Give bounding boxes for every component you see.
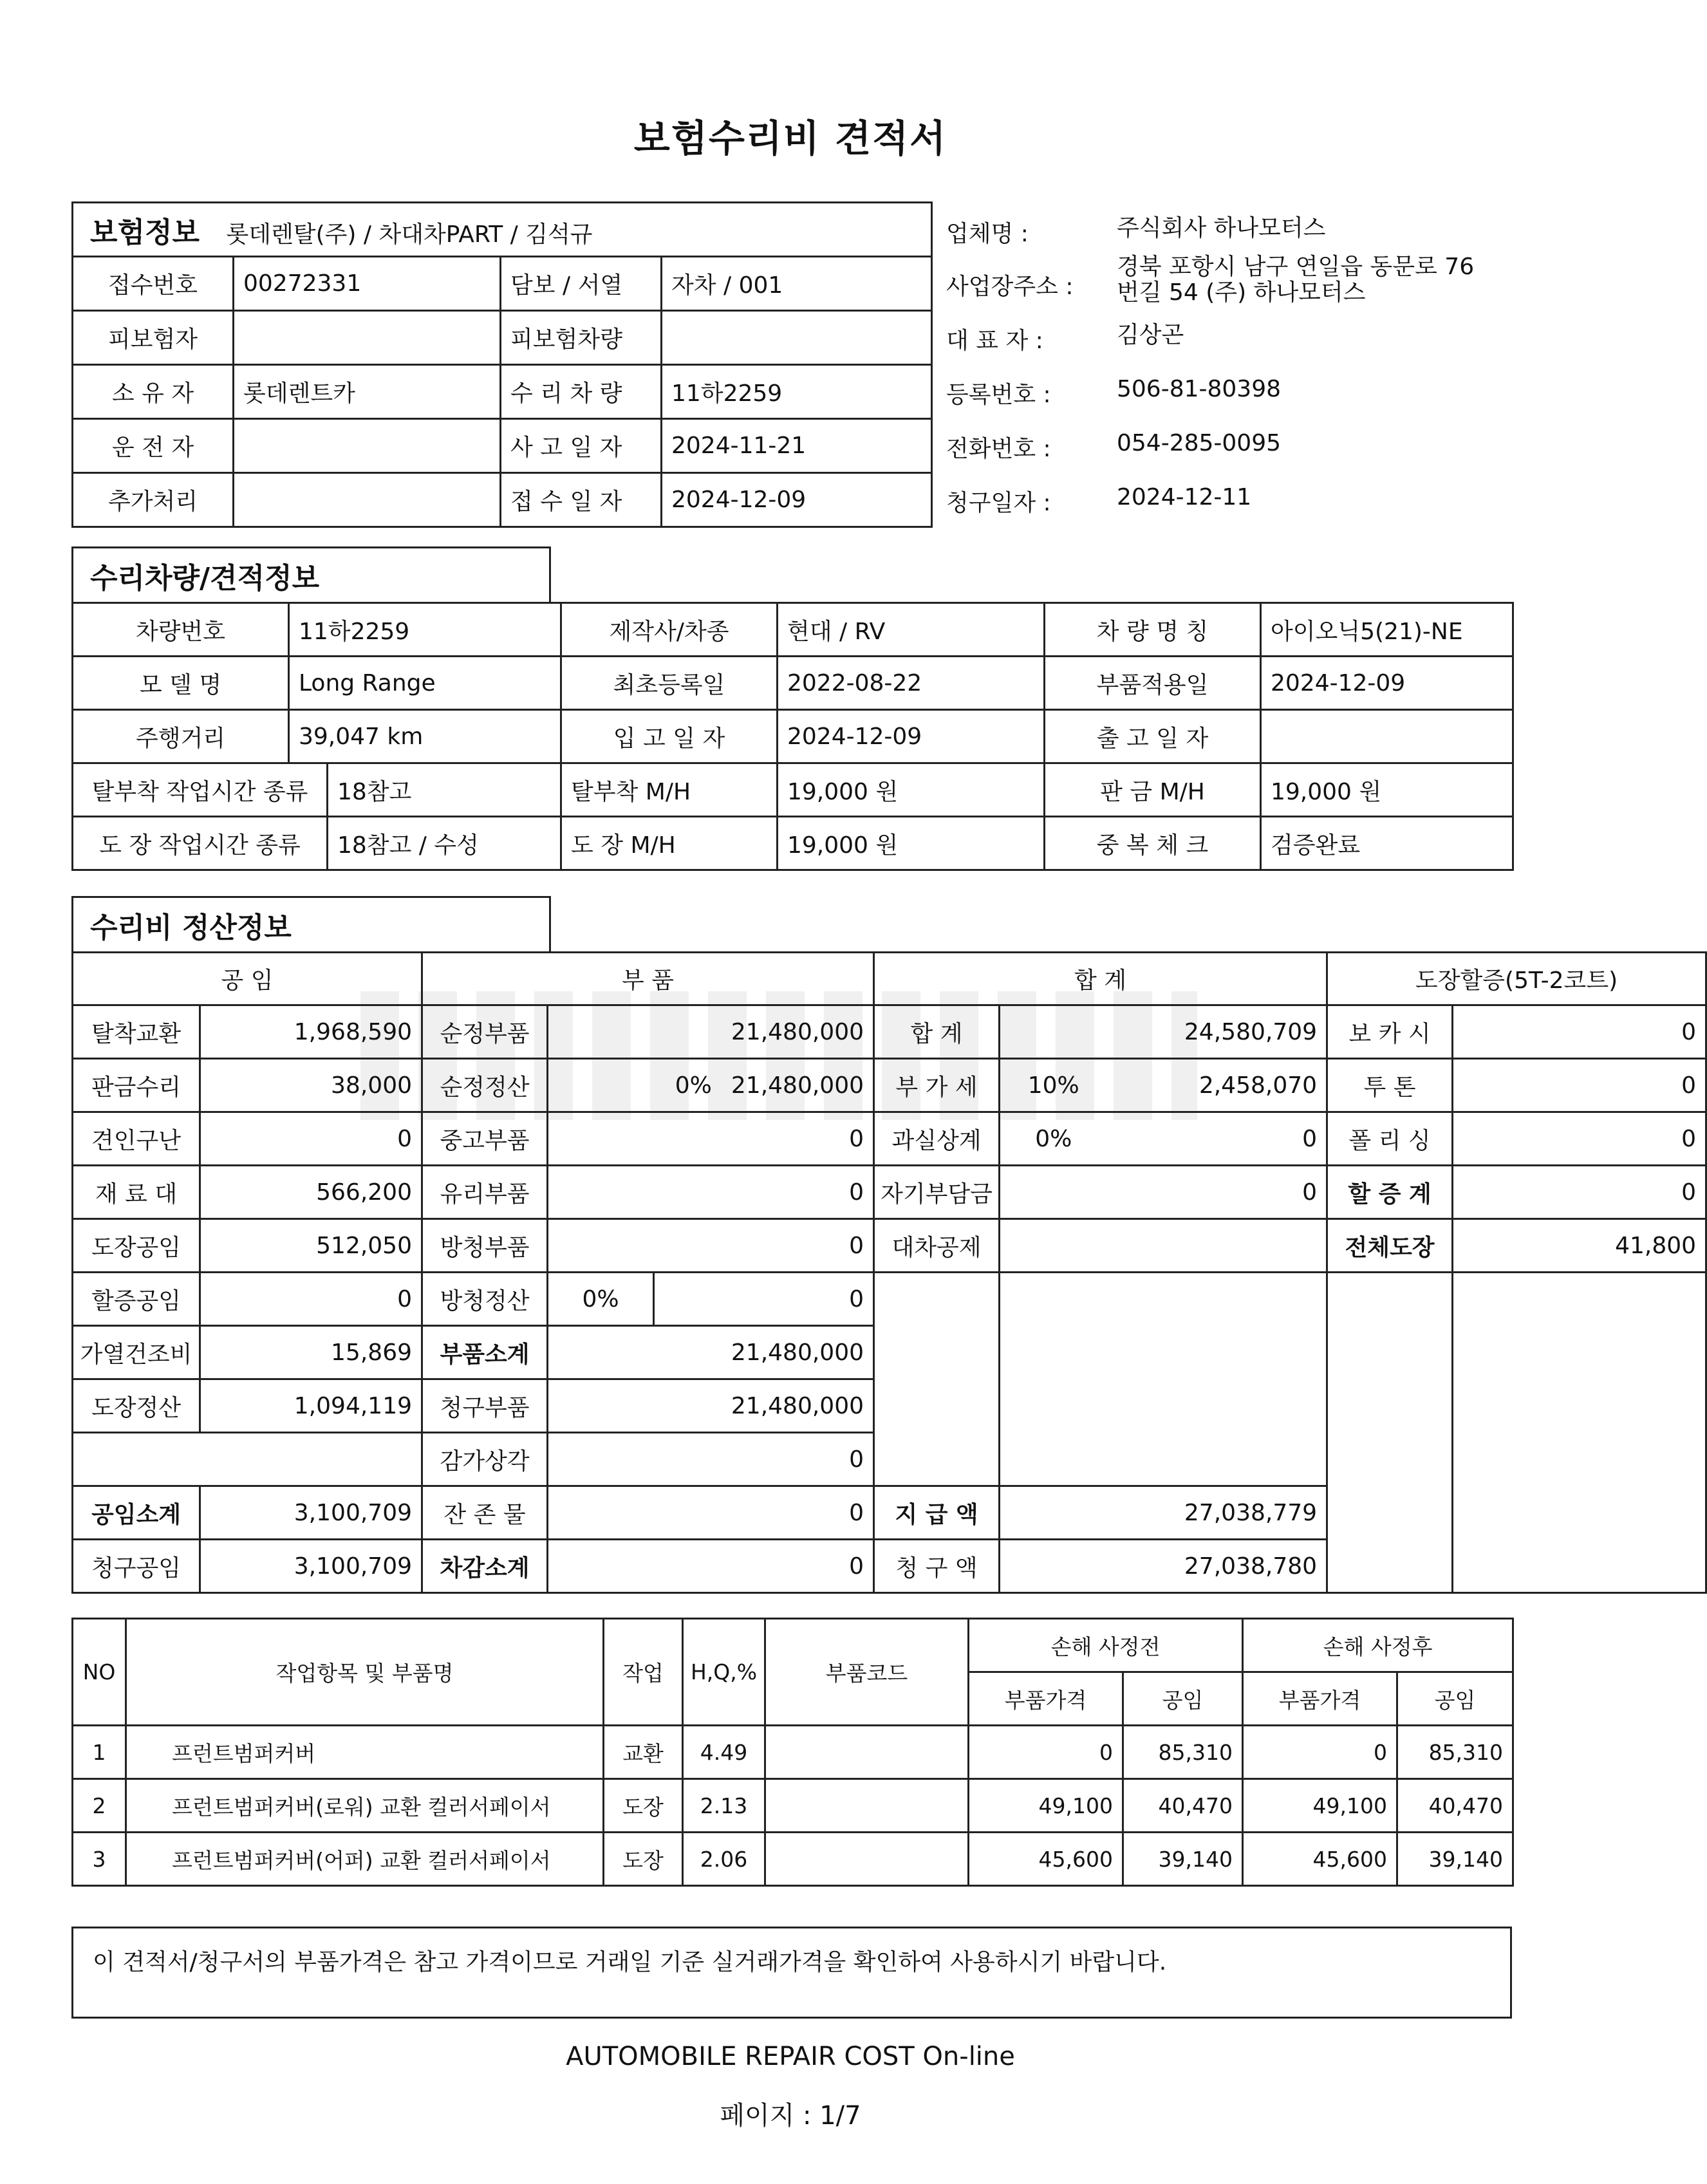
parts-value: 21,480,000 <box>731 1072 864 1099</box>
parts-pct: 0% <box>548 1273 654 1326</box>
paint-label: 보 카 시 <box>1327 1005 1453 1059</box>
item-before-labor: 39,140 <box>1123 1833 1243 1886</box>
field-label: 차량번호 <box>73 603 289 657</box>
parts-value: 0 <box>548 1166 874 1219</box>
col-after-labor: 공임 <box>1397 1672 1513 1726</box>
parts-value: 21,480,000 <box>548 1005 874 1059</box>
paint-empty <box>1453 1273 1706 1593</box>
totals-value: 0 <box>1107 1112 1327 1166</box>
item-work: 도장 <box>604 1779 683 1833</box>
field-label: 추가처리 <box>73 473 234 527</box>
totals-value: 2,458,070 <box>1107 1059 1327 1112</box>
parts-value: 0 <box>548 1219 874 1273</box>
field-value <box>234 419 501 473</box>
field-label: 도 장 M/H <box>561 817 778 870</box>
parts-value: 21,480,000 <box>548 1326 874 1379</box>
totals-empty <box>1000 1273 1327 1486</box>
table-row <box>73 1833 1513 1886</box>
insurance-info-table <box>71 201 933 528</box>
field-label: 탈부착 M/H <box>561 763 778 817</box>
phone-label: 전화번호 : <box>946 436 1051 462</box>
field-value: 2024-11-21 <box>662 419 932 473</box>
field-label: 출 고 일 자 <box>1045 710 1261 763</box>
item-work: 도장 <box>604 1833 683 1886</box>
totals-label: 합 계 <box>874 1005 1000 1059</box>
field-value: 2024-12-09 <box>1261 657 1513 710</box>
field-value: 아이오닉5(21)-NE <box>1261 603 1513 657</box>
field-label: 수 리 차 량 <box>501 365 662 419</box>
items-table <box>71 1618 1514 1887</box>
field-label: 모 델 명 <box>73 657 289 710</box>
col-name: 작업항목 및 부품명 <box>126 1619 604 1726</box>
field-value <box>234 473 501 527</box>
parts-label: 부품소계 <box>422 1326 548 1379</box>
totals-label: 자기부담금 <box>874 1166 1000 1219</box>
labor-value: 0 <box>200 1273 422 1326</box>
field-value: 11하2259 <box>289 603 561 657</box>
field-label: 사 고 일 자 <box>501 419 662 473</box>
paint-label: 투 톤 <box>1327 1059 1453 1112</box>
totals-pct: 10% <box>1000 1059 1107 1112</box>
insurance-header <box>73 203 932 257</box>
field-label: 접 수 일 자 <box>501 473 662 527</box>
field-value: 2022-08-22 <box>778 657 1045 710</box>
item-no: 3 <box>73 1833 126 1886</box>
parts-value: 21,480,000 <box>548 1379 874 1433</box>
field-label: 중 복 체 크 <box>1045 817 1261 870</box>
parts-label: 잔 존 물 <box>422 1486 548 1540</box>
company-info <box>946 201 1525 526</box>
registration-value: 506-81-80398 <box>1117 376 1282 402</box>
col-after: 손해 사정후 <box>1243 1619 1513 1672</box>
pay-label: 지 급 액 <box>874 1486 1000 1540</box>
paint-surcharge-header: 도장할증(5T-2코트) <box>1327 953 1706 1005</box>
item-after-price: 49,100 <box>1243 1779 1397 1833</box>
col-before: 손해 사정전 <box>969 1619 1243 1672</box>
parts-label: 청구부품 <box>422 1379 548 1433</box>
col-no: NO <box>73 1619 126 1726</box>
item-work: 교환 <box>604 1726 683 1779</box>
field-label: 운 전 자 <box>73 419 234 473</box>
page-number: 페이지 : 1/7 <box>720 2101 861 2131</box>
paint-label: 할 증 계 <box>1327 1166 1453 1219</box>
parts-value-with-pct <box>548 1059 874 1112</box>
work-time-table <box>71 762 1514 871</box>
labor-value: 15,869 <box>200 1326 422 1379</box>
field-value: 롯데렌트카 <box>234 365 501 419</box>
labor-value: 1,968,590 <box>200 1005 422 1059</box>
field-label: 판 금 M/H <box>1045 763 1261 817</box>
parts-value: 0 <box>548 1112 874 1166</box>
col-hq: H,Q,% <box>683 1619 765 1726</box>
field-value: 19,000 원 <box>778 817 1045 870</box>
item-before-labor: 40,470 <box>1123 1779 1243 1833</box>
vehicle-info-table <box>71 602 1514 764</box>
labor-value: 1,094,119 <box>200 1379 422 1433</box>
labor-label: 판금수리 <box>73 1059 200 1112</box>
item-after-labor: 85,310 <box>1397 1726 1513 1779</box>
parts-pct: 0% <box>675 1072 712 1099</box>
labor-label: 도장정산 <box>73 1379 200 1433</box>
vehicle-section-title: 수리차량/견적정보 <box>71 546 551 602</box>
item-before-labor: 85,310 <box>1123 1726 1243 1779</box>
field-label: 피보험차량 <box>501 311 662 365</box>
item-code <box>765 1833 969 1886</box>
field-value: 자차 / 001 <box>662 257 932 311</box>
field-value: 현대 / RV <box>778 603 1045 657</box>
field-value: 19,000 원 <box>778 763 1045 817</box>
labor-value: 512,050 <box>200 1219 422 1273</box>
field-value: 18참고 / 수성 <box>328 817 561 870</box>
footer-brand: AUTOMOBILE REPAIR COST On-line <box>566 2042 1015 2071</box>
parts-label: 차감소계 <box>422 1540 548 1593</box>
parts-label: 유리부품 <box>422 1166 548 1219</box>
labor-label: 탈착교환 <box>73 1005 200 1059</box>
item-no: 2 <box>73 1779 126 1833</box>
representative-label: 대 표 자 : <box>946 328 1043 354</box>
field-value: 2024-12-09 <box>662 473 932 527</box>
totals-header: 합 계 <box>874 953 1327 1005</box>
company-address-label: 사업장주소 : <box>946 274 1074 300</box>
claim-label: 청 구 액 <box>874 1540 1000 1593</box>
paint-empty <box>1327 1273 1453 1593</box>
col-before-price: 부품가격 <box>969 1672 1123 1726</box>
claim-date-label: 청구일자 : <box>946 490 1051 516</box>
labor-value: 38,000 <box>200 1059 422 1112</box>
labor-label: 가열건조비 <box>73 1326 200 1379</box>
col-before-labor: 공임 <box>1123 1672 1243 1726</box>
paint-value: 0 <box>1453 1112 1706 1166</box>
field-value <box>662 311 932 365</box>
field-value <box>234 311 501 365</box>
field-label: 최초등록일 <box>561 657 778 710</box>
field-label: 주행거리 <box>73 710 289 763</box>
field-value: 18참고 <box>328 763 561 817</box>
company-name-value: 주식회사 하나모터스 <box>1117 215 1326 241</box>
paint-value: 0 <box>1453 1005 1706 1059</box>
table-row <box>73 1779 1513 1833</box>
field-label: 피보험자 <box>73 311 234 365</box>
labor-empty <box>73 1433 422 1486</box>
totals-pct: 0% <box>1000 1112 1107 1166</box>
field-value: 11하2259 <box>662 365 932 419</box>
totals-value: 24,580,709 <box>1000 1005 1327 1059</box>
paint-label: 폴 리 싱 <box>1327 1112 1453 1166</box>
parts-header: 부 품 <box>422 953 874 1005</box>
field-label: 접수번호 <box>73 257 234 311</box>
parts-label: 방청부품 <box>422 1219 548 1273</box>
field-label: 부품적용일 <box>1045 657 1261 710</box>
labor-value: 0 <box>200 1112 422 1166</box>
col-after-price: 부품가격 <box>1243 1672 1397 1726</box>
item-name: 프런트범퍼커버(어퍼) 교환 컬러서페이서 <box>126 1833 604 1886</box>
item-before-price: 49,100 <box>969 1779 1123 1833</box>
field-label: 탈부착 작업시간 종류 <box>73 763 328 817</box>
item-name: 프런트범퍼커버(로워) 교환 컬러서페이서 <box>126 1779 604 1833</box>
parts-value: 0 <box>548 1433 874 1486</box>
item-before-price: 45,600 <box>969 1833 1123 1886</box>
labor-label: 공임소계 <box>73 1486 200 1540</box>
totals-empty <box>874 1273 1000 1486</box>
insurance-header-value: 롯데렌탈(주) / 차대차PART / 김석규 <box>226 221 593 248</box>
item-after-price: 0 <box>1243 1726 1397 1779</box>
item-code <box>765 1779 969 1833</box>
field-label: 차 량 명 칭 <box>1045 603 1261 657</box>
field-value: 19,000 원 <box>1261 763 1513 817</box>
labor-label: 견인구난 <box>73 1112 200 1166</box>
item-code <box>765 1726 969 1779</box>
settlement-table <box>71 951 1707 1594</box>
parts-label: 순정정산 <box>422 1059 548 1112</box>
item-after-labor: 39,140 <box>1397 1833 1513 1886</box>
paint-value: 0 <box>1453 1166 1706 1219</box>
totals-value: 0 <box>1000 1166 1327 1219</box>
parts-label: 방청정산 <box>422 1273 548 1326</box>
totals-label: 대차공제 <box>874 1219 1000 1273</box>
totals-label: 과실상계 <box>874 1112 1000 1166</box>
insurance-header-label: 보험정보 <box>90 216 200 249</box>
labor-label: 재 료 대 <box>73 1166 200 1219</box>
settlement-section-title: 수리비 정산정보 <box>71 896 551 951</box>
table-row <box>73 1726 1513 1779</box>
item-no: 1 <box>73 1726 126 1779</box>
parts-value: 0 <box>548 1540 874 1593</box>
paint-label: 전체도장 <box>1327 1219 1453 1273</box>
field-label: 제작사/차종 <box>561 603 778 657</box>
parts-value: 0 <box>548 1486 874 1540</box>
labor-label: 청구공임 <box>73 1540 200 1593</box>
paint-value: 41,800 <box>1453 1219 1706 1273</box>
field-value: Long Range <box>289 657 561 710</box>
field-label: 입 고 일 자 <box>561 710 778 763</box>
field-value: 39,047 km <box>289 710 561 763</box>
labor-value: 3,100,709 <box>200 1540 422 1593</box>
field-value: 00272331 <box>234 257 501 311</box>
item-hq: 2.06 <box>683 1833 765 1886</box>
company-address-value: 경북 포항시 남구 연일읍 동문로 76 번길 54 (주) 하나모터스 <box>1117 254 1475 306</box>
parts-value: 0 <box>654 1273 874 1326</box>
labor-value: 3,100,709 <box>200 1486 422 1540</box>
parts-label: 중고부품 <box>422 1112 548 1166</box>
item-after-price: 45,600 <box>1243 1833 1397 1886</box>
field-value <box>1261 710 1513 763</box>
labor-label: 도장공임 <box>73 1219 200 1273</box>
totals-value <box>1000 1219 1327 1273</box>
parts-label: 감가상각 <box>422 1433 548 1486</box>
item-before-price: 0 <box>969 1726 1123 1779</box>
phone-value: 054-285-0095 <box>1117 430 1282 456</box>
field-label: 담보 / 서열 <box>501 257 662 311</box>
item-hq: 2.13 <box>683 1779 765 1833</box>
registration-label: 등록번호 : <box>946 382 1051 408</box>
totals-label: 부 가 세 <box>874 1059 1000 1112</box>
labor-header: 공 임 <box>73 953 422 1005</box>
claim-date-value: 2024-12-11 <box>1117 484 1252 510</box>
item-name: 프런트범퍼커버 <box>126 1726 604 1779</box>
labor-value: 566,200 <box>200 1166 422 1219</box>
document-title: 보험수리비 견적서 <box>633 117 947 160</box>
item-hq: 4.49 <box>683 1726 765 1779</box>
field-label: 소 유 자 <box>73 365 234 419</box>
claim-value: 27,038,780 <box>1000 1540 1327 1593</box>
pay-value: 27,038,779 <box>1000 1486 1327 1540</box>
field-value: 검증완료 <box>1261 817 1513 870</box>
paint-value: 0 <box>1453 1059 1706 1112</box>
representative-value: 김상곤 <box>1117 322 1184 348</box>
col-work: 작업 <box>604 1619 683 1726</box>
field-label: 도 장 작업시간 종류 <box>73 817 328 870</box>
parts-label: 순정부품 <box>422 1005 548 1059</box>
col-code: 부품코드 <box>765 1619 969 1726</box>
price-notice: 이 견적서/청구서의 부품가격은 참고 가격이므로 거래일 기준 실거래가격을 확인하여 사용하시기 바랍니다. <box>71 1927 1512 2019</box>
company-name-label: 업체명 : <box>946 221 1029 247</box>
item-after-labor: 40,470 <box>1397 1779 1513 1833</box>
field-value: 2024-12-09 <box>778 710 1045 763</box>
labor-label: 할증공임 <box>73 1273 200 1326</box>
